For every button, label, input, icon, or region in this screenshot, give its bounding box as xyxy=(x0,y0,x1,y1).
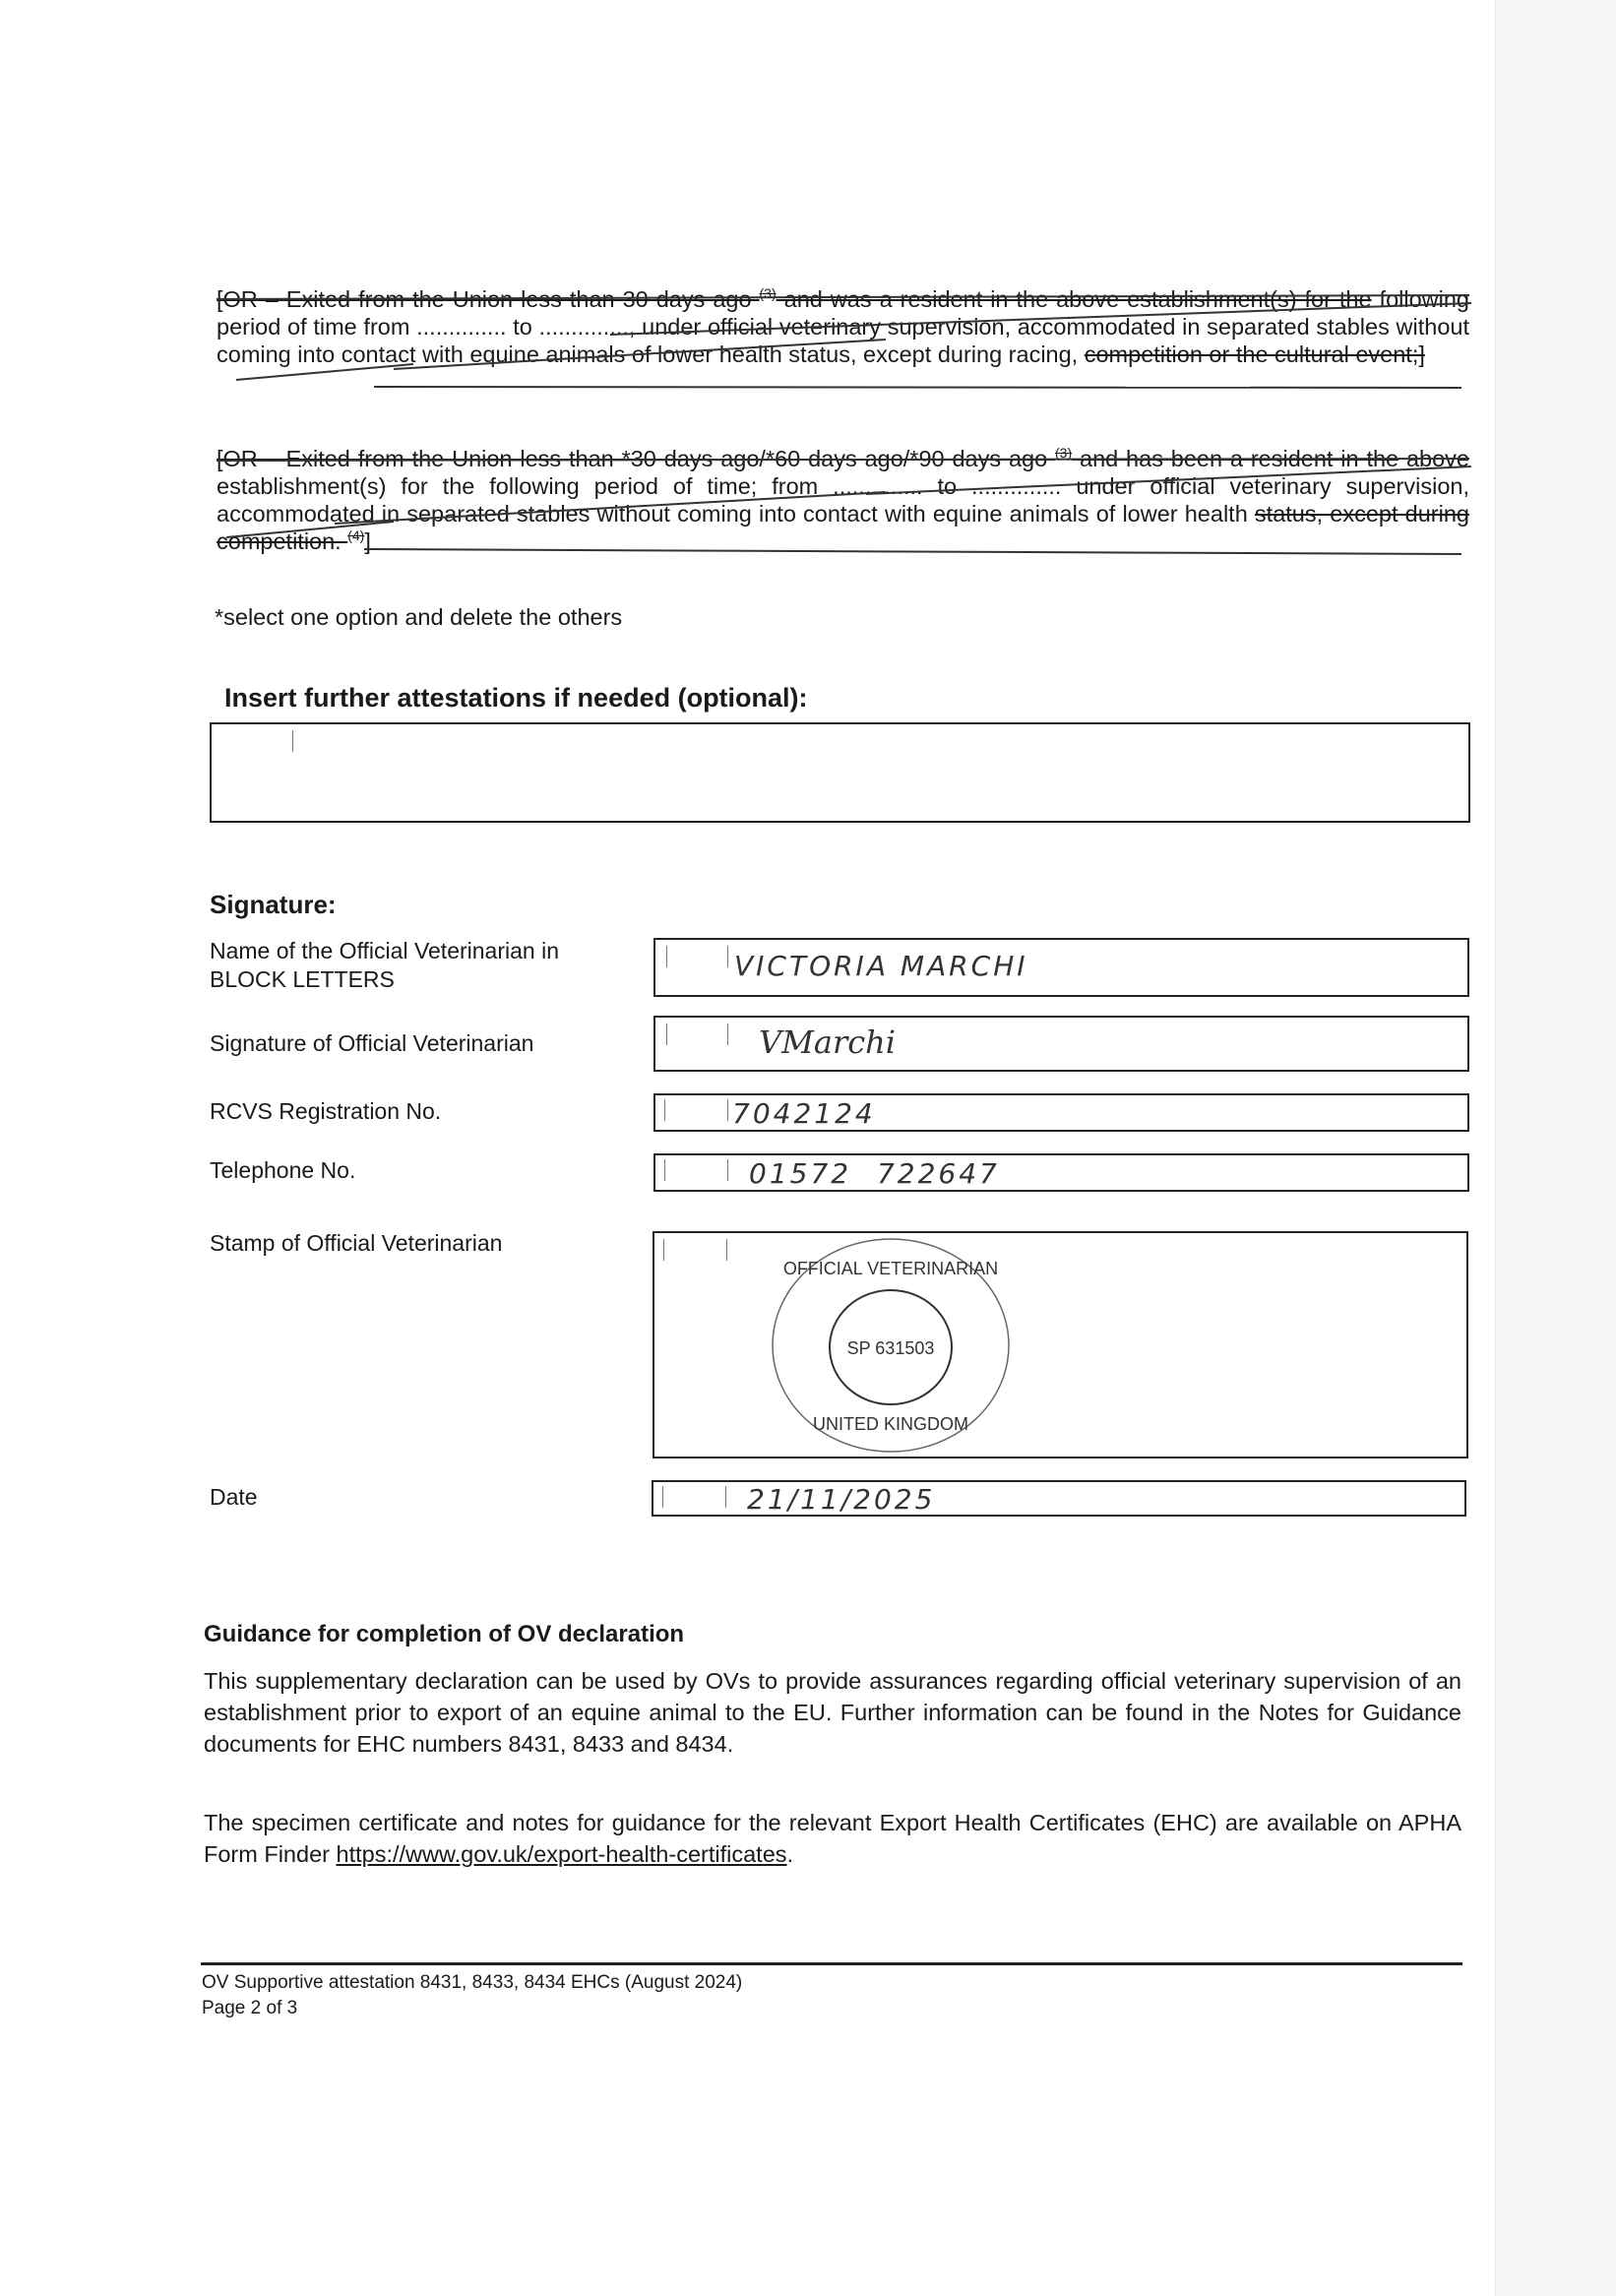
stamp-bottom-text: UNITED KINGDOM xyxy=(812,1414,969,1434)
field-marker xyxy=(727,1099,728,1121)
field-marker xyxy=(664,1159,665,1181)
field-marker xyxy=(727,1159,728,1181)
signature-heading: Signature: xyxy=(210,890,337,919)
label-ov-signature: Signature of Official Veterinarian xyxy=(210,1030,534,1056)
field-marker xyxy=(662,1486,663,1508)
telephone-field[interactable] xyxy=(653,1153,1469,1192)
paragraph-text: above establishment(s) for the following period of time; from .............. to .............. under official veterinary supervision, accommodated in separated stables without coming into contact with equine animals of lower health xyxy=(217,446,1470,527)
ov-signature-value: VMarchi xyxy=(759,1024,897,1061)
option-paragraph-30-60-90-days xyxy=(217,445,1469,555)
telephone-value: 01572 722647 xyxy=(749,1157,1000,1190)
paragraph-text: following period of time from .............. to .............., under official veterinary supervision, accommodated in separated stables without coming into contact with equine animals of lower health status, except during racing, xyxy=(217,286,1469,367)
date-field[interactable] xyxy=(652,1480,1466,1517)
struck-text: [OR – Exited from the Union less than 30 days ago xyxy=(217,286,760,312)
paragraph-text: The specimen certificate and notes for guidance for the relevant Export Health Certificates (EHC) are available on APHA Form Finder xyxy=(204,1810,1461,1867)
footer-page-number: Page 2 of 3 xyxy=(202,1998,298,2018)
footnote-ref: (4) xyxy=(347,527,365,544)
scan-edge xyxy=(1495,0,1616,2296)
rcvs-number-value: 7042124 xyxy=(732,1097,876,1130)
stamp-top-text: OFFICIAL VETERINARIAN xyxy=(782,1259,999,1278)
stamp-field[interactable] xyxy=(653,1231,1468,1458)
option-paragraph-30-days xyxy=(217,285,1469,368)
label-ov-name: Name of the Official Veterinarian in BLOCK LETTERS xyxy=(210,938,559,992)
bracket: ] xyxy=(364,528,371,554)
date-value: 21/11/2025 xyxy=(747,1483,936,1516)
guidance-form-finder-paragraph xyxy=(204,1807,1461,1870)
field-marker xyxy=(727,1024,728,1045)
field-marker xyxy=(725,1486,726,1508)
label-rcvs-number: RCVS Registration No. xyxy=(210,1098,442,1124)
field-marker xyxy=(727,946,728,967)
label-stamp: Stamp of Official Veterinarian xyxy=(210,1230,503,1256)
ov-name-field[interactable] xyxy=(653,938,1469,997)
label-telephone: Telephone No. xyxy=(210,1157,356,1183)
field-marker xyxy=(663,1239,664,1261)
field-marker xyxy=(666,946,667,967)
rcvs-number-field[interactable] xyxy=(653,1093,1469,1132)
footnote-ref: (3) xyxy=(1055,445,1073,462)
ov-signature-field[interactable] xyxy=(653,1016,1469,1072)
guidance-heading: Guidance for completion of OV declaration xyxy=(204,1621,685,1647)
struck-text: competition or the cultural event;] xyxy=(1084,341,1425,367)
period: . xyxy=(786,1841,794,1867)
select-option-note: *select one option and delete the others xyxy=(215,604,623,630)
field-marker xyxy=(292,730,293,752)
export-health-certificates-link[interactable]: https://www.gov.uk/export-health-certificates xyxy=(336,1841,787,1867)
footer-document-title: OV Supportive attestation 8431, 8433, 8434 EHCs (August 2024) xyxy=(202,1972,743,1993)
struck-text: and was a resident in the above establishment(s) for the xyxy=(776,286,1372,312)
ov-name-value: VICTORIA MARCHI xyxy=(734,950,1028,982)
struck-text: [OR – Exited from the Union less than *30 days ago/*60 days ago/*90 days ago xyxy=(217,446,1056,471)
official-veterinarian-stamp xyxy=(743,1233,1038,1457)
field-marker xyxy=(666,1024,667,1045)
field-marker xyxy=(726,1239,727,1261)
label-date: Date xyxy=(210,1484,258,1510)
guidance-paragraph: This supplementary declaration can be used by OVs to provide assurances regarding official veterinary supervision of an establishment prior to export of an equine animal to the EU. Further information can be found in the Notes for Guidance documents for EHC numbers 8431, 8433 and 8434. xyxy=(204,1668,1461,1757)
further-attestations-field[interactable] xyxy=(210,722,1470,823)
stamp-center-text: SP 631503 xyxy=(846,1338,935,1358)
footer-divider xyxy=(201,1962,1462,1965)
struck-text: and has been a resident in the xyxy=(1072,446,1399,471)
struck-text: status, except during competition. xyxy=(217,501,1469,554)
footnote-ref: (3) xyxy=(759,285,777,302)
further-attestations-heading: Insert further attestations if needed (optional): xyxy=(224,683,808,713)
field-marker xyxy=(664,1099,665,1121)
